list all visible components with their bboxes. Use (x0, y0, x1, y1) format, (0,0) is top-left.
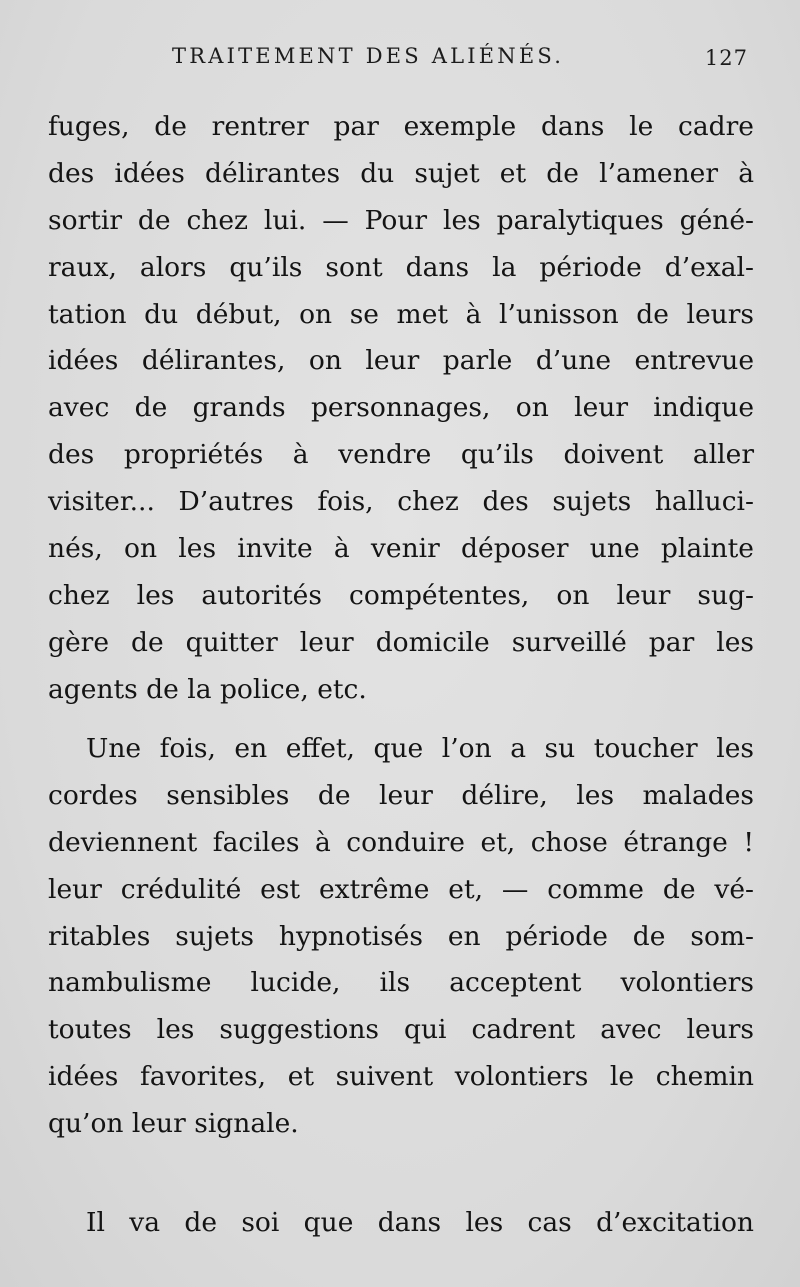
text-line: cordes sensibles de leur délire, les malades (48, 779, 754, 811)
text-line: des propriétés à vendre qu’ils doivent aller (48, 439, 754, 471)
text-line: toutes les suggestions qui cadrent avec leurs (48, 1014, 754, 1046)
text-line: leur crédulité est extrême et, — comme de vé- (48, 873, 754, 905)
text-line: raux, alors qu’ils sont dans la période d’exal- (48, 251, 754, 283)
text-line: visiter... D’autres fois, chez des sujets halluci- (48, 486, 754, 518)
text-line: des idées délirantes du sujet et de l’amener à (48, 157, 754, 189)
paragraph-1 (48, 104, 754, 714)
text-line: tation du début, on se met à l’unisson de leurs (48, 298, 754, 330)
running-head (0, 44, 800, 74)
text-line: nambulisme lucide, ils acceptent volontiers (48, 967, 754, 999)
text-line: idées favorites, et suivent volontiers le chemin (48, 1061, 754, 1093)
text-line: chez les autorités compétentes, on leur sug- (48, 579, 754, 611)
text-line: avec de grands personnages, on leur indique (48, 392, 754, 424)
page-number: 127 (704, 46, 748, 70)
text-line: deviennent faciles à conduire et, chose étrange ! (48, 826, 754, 858)
text-line: ritables sujets hypnotisés en période de som- (48, 920, 754, 952)
text-line: sortir de chez lui. — Pour les paralytiques géné- (48, 204, 754, 236)
text-line: nés, on les invite à venir déposer une plainte (48, 533, 754, 565)
running-title: TRAITEMENT DES ALIÉNÉS. (172, 44, 565, 68)
text-line: Une fois, en effet, que l’on a su toucher les (86, 733, 754, 764)
text-line: fuges, de rentrer par exemple dans le cadre (48, 111, 754, 142)
text-line: gère de quitter leur domicile surveillé par les (48, 626, 754, 658)
paragraph-3 (48, 1200, 754, 1247)
text-line: agents de la police, etc. (48, 673, 367, 705)
paragraph-2 (48, 726, 754, 1148)
text-line: qu’on leur signale. (48, 1108, 299, 1140)
text-line: idées délirantes, on leur parle d’une entrevue (48, 345, 754, 377)
text-line: Il va de soi que dans les cas d’excitation (86, 1207, 754, 1238)
